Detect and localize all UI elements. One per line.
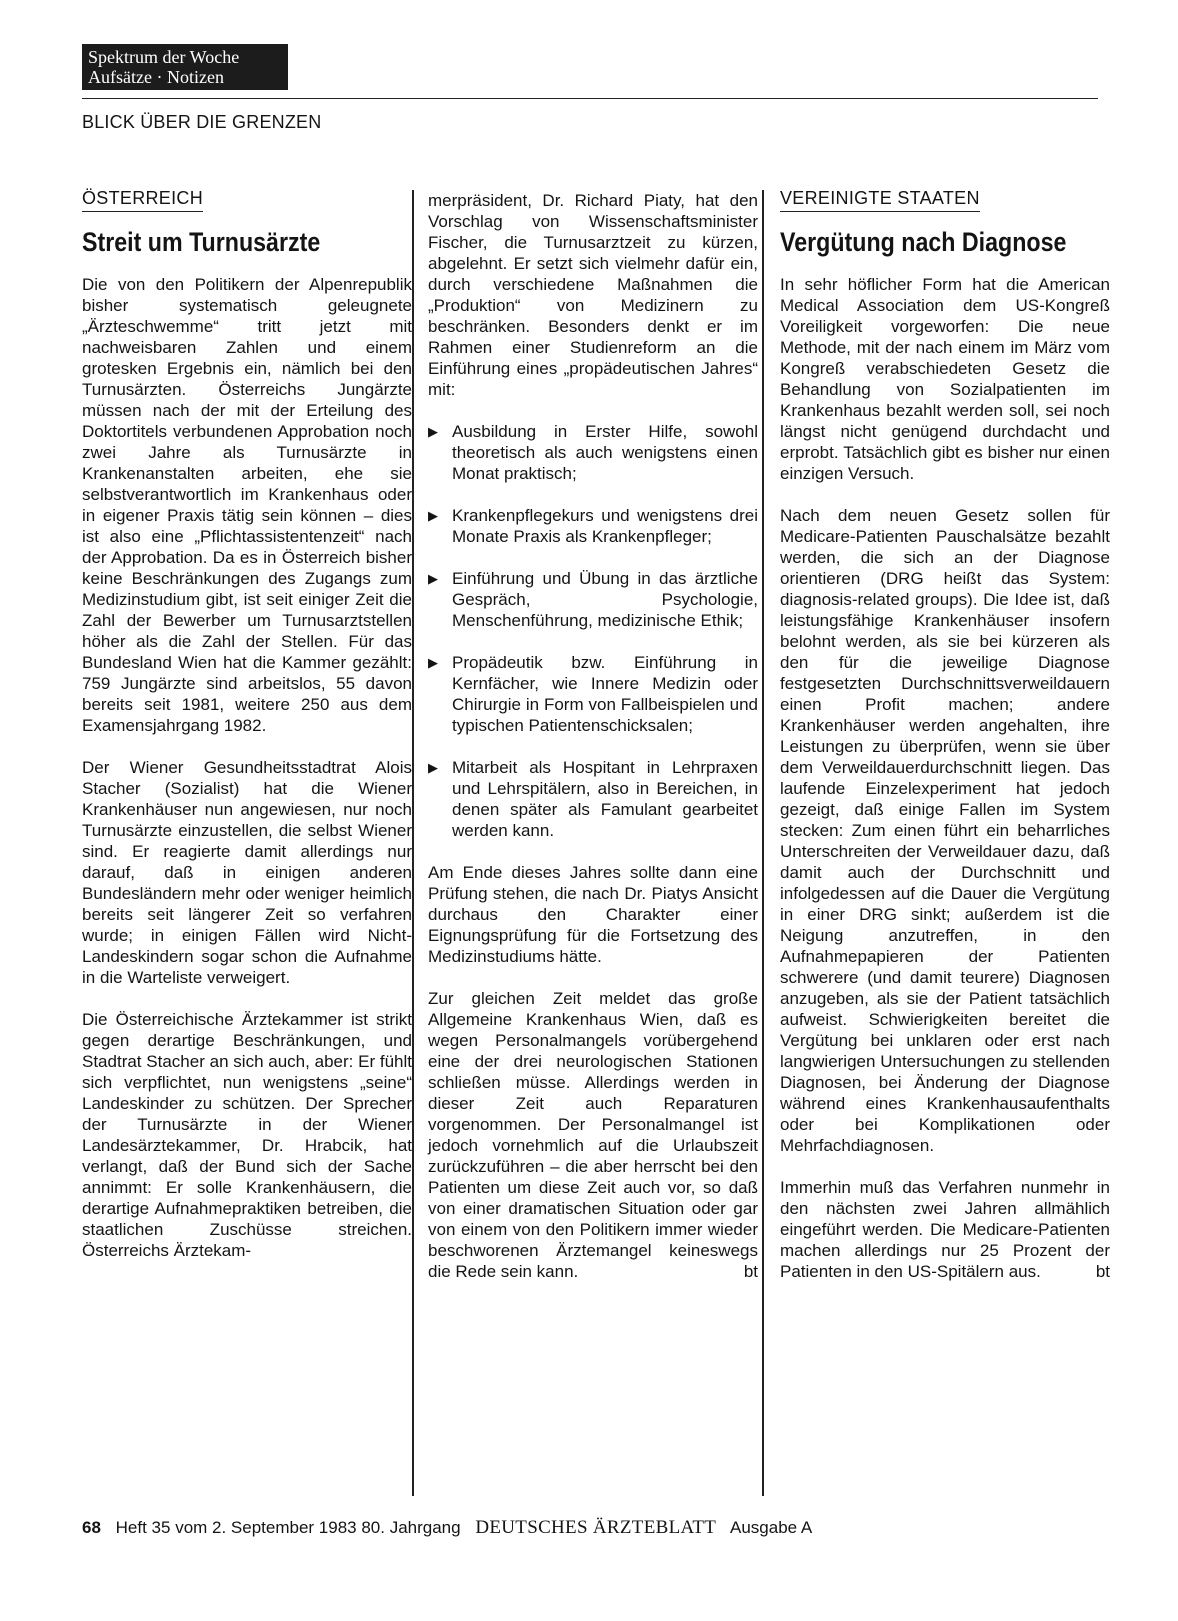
paragraph: Die Österreichische Ärztekammer ist strikt gegen derartige Beschränkungen, und Stadtrat Stacher an sich auch, aber: Er fühlt sich verpflichtet, nun wenigstens „seine“ Landeskinder zu schützen. Der Sprecher der Turnusärzte in der Wiener Landesärztekammer, Dr. Hrabcik, hat verlangt, daß der Bund sich der Sache annimmt: Er solle Krankenhäusern, die derartige Aufnahmepraktiken betreiben, die staatlichen Zuschüsse streichen. Österreichs Ärztekam- xyxy=(82,1010,412,1260)
paragraph: In sehr höflicher Form hat die American Medical Association dem US-Kongreß Voreiligkeit vorgeworfen: Die neue Methode, mit der nach einem im März vom Kongreß verabschiedeten Gesetz die Behandlung von Sozialpatienten im Krankenhaus bezahlt werden soll, sei noch längst nicht genügend durchdacht und erprobt. Tatsächlich gibt es bisher nur einen einzigen Versuch. xyxy=(780,275,1110,483)
column-divider-1 xyxy=(412,190,414,1496)
list-item-text: Propädeutik bzw. Einführung in Kernfächer, wie Innere Medizin oder Chirurgie in Form von Fallbeispielen und typischen Patientenschicksalen; xyxy=(452,653,758,735)
list-item-text: Krankenpflegekurs und wenigstens drei Monate Praxis als Krankenpfleger; xyxy=(452,506,758,546)
list-item xyxy=(428,652,758,736)
paragraph: Nach dem neuen Gesetz sollen für Medicare-Patienten Pauschalsätze bezahlt werden, die sich an der Diagnose orientieren (DRG heißt das System: diagnosis-related groups). Die Idee ist, daß leistungsfähige Krankenhäuser insofern belohnt werden, als sie bei kürzeren als den für die jeweilige Diagnose festgesetzten Durchschnittsverweildauern einen Profit machen; andere Krankenhäuser werden angehalten, ihre Leistungen zu überprüfen, wenn sie über dem Verweildauerdurchschnitt liegen. Das laufende Einzelexperiment hat jedoch gezeigt, daß einige Fallen im System stecken: Zum einen führt ein beharrliches Unterschreiten der Verweildauer dazu, daß damit auch der Durchschnitt und infolgedessen auf die Dauer die Vergütung in einer DRG sinkt; außerdem ist die Neigung anzutreffen, in den Aufnahmepapieren der Patienten schwerere (und damit teurere) Diagnosen anzugeben, als sie der Patient tatsächlich aufweist. Schwierigkeiten bereitet die Vergütung bei unklaren oder erst nach langwierigen Untersuchungen zu stellenden Diagnosen, bei Änderung der Diagnose während eines Krankenhausaufenthalts oder bei Komplikationen oder Mehrfachdiagnosen. xyxy=(780,506,1110,1155)
column-2 xyxy=(428,190,758,1282)
paragraph: Am Ende dieses Jahres sollte dann eine Prüfung stehen, die nach Dr. Piatys Ansicht durchaus den Charakter einer Eignungsprüfung für die Fortsetzung des Medizinstudiums hätte. xyxy=(428,863,758,966)
headline-verguetung: Vergütung nach Diagnose xyxy=(780,227,1067,257)
author-signature: bt xyxy=(1095,1262,1110,1281)
issue-info: Heft 35 vom 2. September 1983 80. Jahrgang xyxy=(115,1518,461,1537)
paragraph: Die von den Politikern der Alpenrepublik bisher systematisch geleugnete „Ärzteschwemme“ tritt jetzt mit nachweisbaren Zahlen und einem grotesken Ergebnis ein, nämlich bei den Turnusärzten. Österreichs Jungärzte müssen nach der mit der Erteilung des Doktortitels verbundenen Approbation noch zwei Jahre als Turnusärzte in Krankenanstalten arbeiten, ehe sie selbstverantwortlich im Krankenhaus oder in eigener Praxis tätig sein können – dies ist also eine „Pflichtassistentenzeit“ nach der Approbation. Da es in Österreich bisher keine Beschränkungen des Zugangs zum Medizinstudium gibt, ist seit einiger Zeit die Zahl der Bewerber um Turnusarztstellen höher als die Zahl der Stellen. Für das Bundesland Wien hat die Kammer gezählt: 759 Jungärzte sind arbeitslos, 55 davon bereits seit 1981, weitere 250 aus dem Examensjahrgang 1982. xyxy=(82,275,412,735)
list-item-text: Mitarbeit als Hospitant in Lehrpraxen und Lehrspitälern, also in Bereichen, in denen später als Famulant gearbeitet werden kann. xyxy=(452,758,758,840)
kicker-line-1: Spektrum der Woche xyxy=(88,47,240,67)
paragraph-text: Zur gleichen Zeit meldet das große Allgemeine Krankenhaus Wien, daß es wegen Personalmangels vorübergehend eine der drei neurologischen Stationen schließen müsse. Allerdings werden in dieser Zeit auch Reparaturen vorgenommen. Der Personalmangel ist jedoch vornehmlich auf die Urlaubszeit zurückzuführen – die aber herrscht bei den Patienten um diese Zeit auch vor, so daß von einer dramatischen Situation oder gar von einem von den Politikern immer wieder beschworenen Ärztemangel keineswegs die Rede sein kann. xyxy=(428,989,758,1281)
edition-label: Ausgabe A xyxy=(730,1518,813,1537)
section-kicker xyxy=(82,44,288,90)
headline-turnusaerzte: Streit um Turnusärzte xyxy=(82,227,321,257)
paragraph-last xyxy=(428,988,758,1282)
list-item-text: Einführung und Übung in das ärztliche Gespräch, Psychologie, Menschenführung, medizinische Ethik; xyxy=(452,569,758,630)
header-rule xyxy=(82,98,1098,99)
list-item xyxy=(428,421,758,484)
paragraph-text: Immerhin muß das Verfahren nunmehr in den nächsten zwei Jahren allmählich eingeführt werden. Die Medicare-Patienten machen allerdings nur 25 Prozent der Patienten in den US-Spitälern aus. xyxy=(780,1178,1110,1281)
list-item xyxy=(428,568,758,631)
paragraph: merpräsident, Dr. Richard Piaty, hat den Vorschlag von Wissenschaftsminister Fischer, die Turnusarztzeit zu kürzen, abgelehnt. Er setzt sich vielmehr dafür ein, durch verschiedene Maßnahmen die „Produktion“ von Medizinern zu beschränken. Besonders denkt er im Rahmen einer Studienreform an die Einführung eines „propädeutischen Jahres“ mit: xyxy=(428,191,758,399)
list-item xyxy=(428,505,758,547)
country-label-usa: VEREINIGTE STAATEN xyxy=(780,188,980,212)
kicker-line-2: Aufsätze · Notizen xyxy=(88,67,224,87)
country-label-austria: ÖSTERREICH xyxy=(82,188,203,212)
paragraph-last xyxy=(780,1177,1110,1282)
magazine-name: DEUTSCHES ÄRZTEBLATT xyxy=(475,1517,717,1538)
column-1 xyxy=(82,188,412,1261)
list-item xyxy=(428,757,758,841)
author-signature: bt xyxy=(743,1262,758,1281)
paragraph: Der Wiener Gesundheitsstadtrat Alois Stacher (Sozialist) hat die Wiener Krankenhäuser nun angewiesen, nur noch Turnusärzte einzustellen, die selbst Wiener sind. Er reagierte damit allerdings nur darauf, daß in einigen anderen Bundesländern mehr oder weniger heimlich bereits seit längerer Zeit so verfahren wurde; in einigen Fällen wird Nicht-Landeskindern sogar schon die Aufnahme in die Warteliste verweigert. xyxy=(82,758,412,987)
triangle-right-icon: ▶ xyxy=(428,655,438,670)
column-3 xyxy=(780,188,1110,1282)
triangle-right-icon: ▶ xyxy=(428,508,438,523)
section-title: BLICK ÜBER DIE GRENZEN xyxy=(82,112,322,132)
list-item-text: Ausbildung in Erster Hilfe, sowohl theoretisch als auch wenigstens einen Monat praktisch; xyxy=(452,422,758,483)
triangle-right-icon: ▶ xyxy=(428,571,438,586)
triangle-right-icon: ▶ xyxy=(428,424,438,439)
triangle-right-icon: ▶ xyxy=(428,760,438,775)
page-number: 68 xyxy=(82,1518,101,1537)
column-divider-2 xyxy=(762,190,764,1496)
page-footer xyxy=(82,1517,812,1539)
